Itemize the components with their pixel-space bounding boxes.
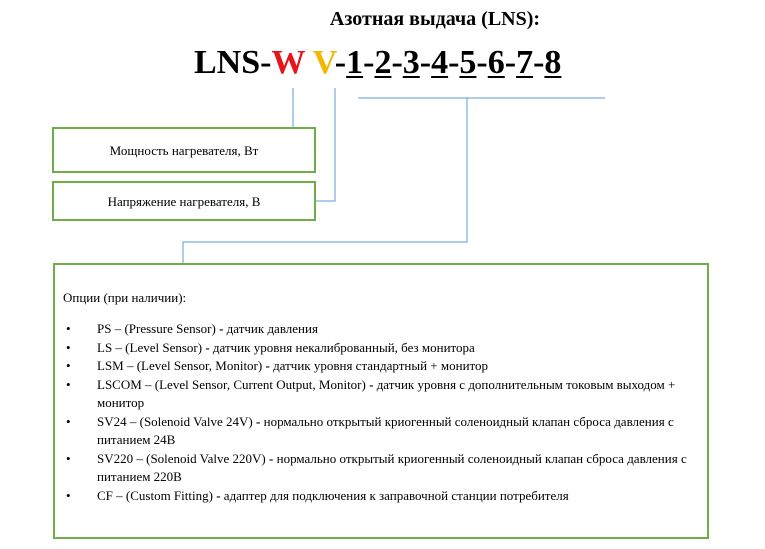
option-code: LSCOM – (Level Sensor, Current Output, Monitor)	[97, 376, 366, 392]
option-item	[63, 450, 689, 487]
code-digit: 4	[431, 44, 449, 81]
option-code: CF – (Custom Fitting)	[97, 487, 213, 503]
option-item	[63, 376, 689, 413]
code-dash: -	[419, 44, 432, 81]
option-dash: -	[262, 358, 274, 373]
code-v: V	[312, 44, 335, 81]
option-dash: -	[265, 450, 277, 466]
bullet-icon: •	[66, 358, 71, 373]
code-separator: -	[334, 44, 347, 81]
code-dash: -	[391, 44, 403, 81]
option-desc: датчик уровня стандартный + монитор	[273, 358, 489, 373]
option-dash: -	[212, 487, 224, 503]
code-digit: 3	[402, 44, 420, 81]
code-digit: 6	[487, 44, 505, 81]
code-dash: -	[504, 44, 517, 81]
option-desc: нормально открытый криогенный соленоидный клапан сброса давления с питанием 24В	[97, 413, 674, 447]
heater-power-label: Мощность нагревателя, Вт	[109, 142, 259, 158]
heater-voltage-box	[52, 181, 316, 221]
bullet-icon: •	[66, 487, 71, 503]
code-dash: -	[476, 44, 488, 81]
bullet-icon: •	[66, 339, 71, 355]
heater-voltage-label: Напряжение нагревателя, В	[107, 193, 261, 209]
diagram-title: Азотная выдача (LNS):	[329, 8, 541, 30]
option-dash: -	[365, 376, 377, 392]
option-desc: датчик уровня с дополнительным токовым выходом + монитор	[97, 376, 676, 410]
code-w: W	[271, 44, 305, 81]
option-dash: -	[252, 413, 264, 429]
connector-v-to-voltage	[316, 88, 335, 201]
code-digit: 8	[544, 44, 562, 81]
option-desc: датчик уровня некалиброванный, без монитора	[212, 339, 475, 355]
option-desc: адаптер для подключения к заправочной станции потребителя	[223, 487, 569, 503]
option-dash: -	[202, 339, 213, 355]
option-item	[63, 487, 689, 506]
option-item	[63, 320, 689, 339]
options-heading: Опции (при наличии):	[63, 290, 187, 305]
code-digit: 7	[516, 44, 534, 81]
option-item	[63, 413, 689, 450]
option-desc: датчик давления	[226, 321, 318, 336]
option-code: SV24 – (Solenoid Valve 24V)	[97, 413, 253, 429]
bullet-icon: •	[66, 450, 71, 466]
option-item	[63, 357, 689, 376]
code-dash: -	[363, 44, 375, 81]
option-desc: нормально открытый криогенный соленоидный клапан сброса давления с питанием 220В	[97, 450, 687, 484]
code-prefix: LNS-	[194, 44, 272, 81]
code-dash: -	[533, 44, 545, 81]
bullet-icon: •	[66, 413, 71, 429]
option-code: PS – (Pressure Sensor)	[97, 321, 216, 336]
code-digit: 2	[374, 44, 392, 81]
heater-power-box	[52, 127, 316, 173]
option-item	[63, 339, 689, 358]
code-dash: -	[448, 44, 460, 81]
option-dash: -	[215, 321, 227, 336]
options-box	[53, 263, 709, 539]
option-code: SV220 – (Solenoid Valve 220V)	[97, 450, 266, 466]
bullet-icon: •	[66, 376, 71, 392]
code-digit: 1	[346, 44, 364, 81]
option-code: LSM – (Level Sensor, Monitor)	[97, 358, 263, 373]
code-digit: 5	[459, 44, 477, 81]
option-code: LS – (Level Sensor)	[97, 339, 203, 355]
bullet-icon: •	[66, 321, 71, 336]
options-list	[63, 320, 689, 505]
